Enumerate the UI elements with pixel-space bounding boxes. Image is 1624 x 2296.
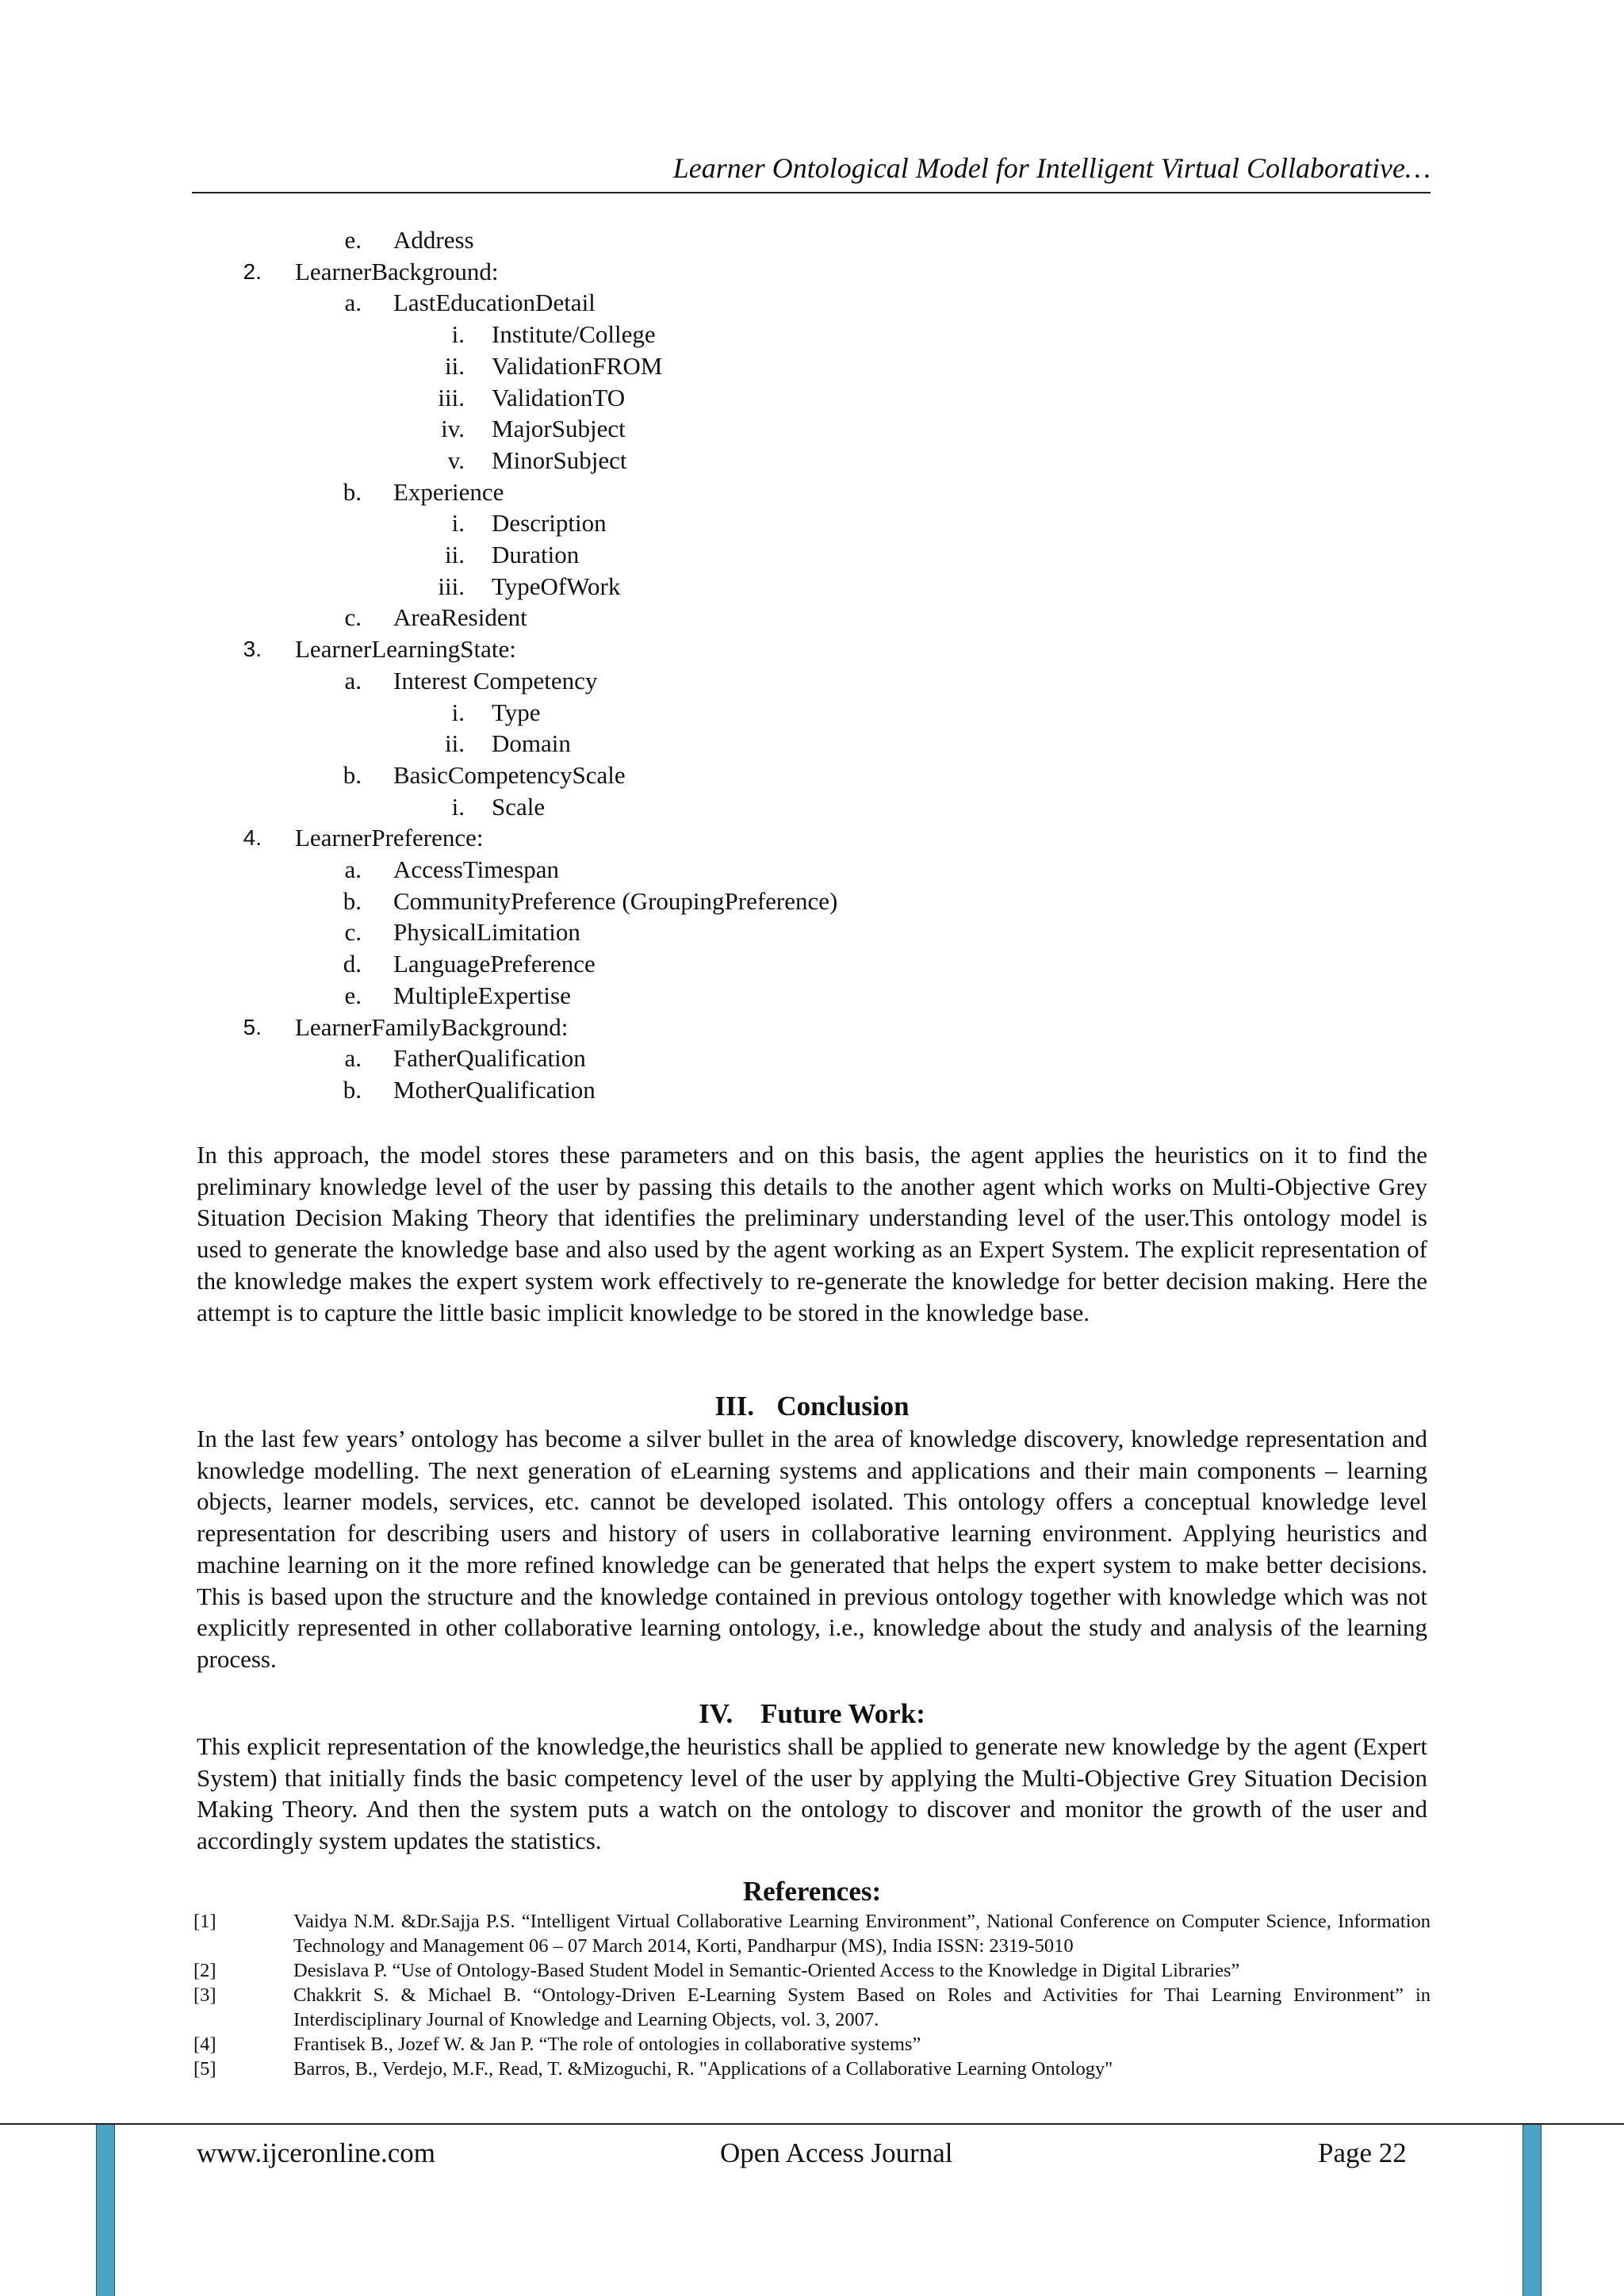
outline-text: Domain [492,729,571,758]
conclusion-title: Conclusion [776,1391,910,1422]
reference-text: Chakkrit S. & Michael B. “Ontology-Driven E-Learning System Based on Roles and Activities for Thai Learning Environment” in Interdisciplinary Journal of Knowledge and Learning Objects, vol. 3, 2007. [293,1984,1431,2030]
outline-marker: 2. [243,258,262,284]
outline-item-level-2 [0,476,1624,508]
outline-text: Experience [393,477,504,506]
future-work-number: IV. [699,1698,733,1729]
outline-item-level-1 [0,633,1624,665]
references-title: References: [742,1876,882,1907]
outline-item-level-2 [0,916,1624,948]
outline-item-level-2 [0,1043,1624,1074]
reference-item [193,1909,1431,1958]
conclusion-heading [197,1390,1427,1423]
outline-marker: e. [344,226,362,254]
outline-item-level-1 [0,822,1624,854]
outline-text: MotherQualification [393,1075,596,1104]
running-header [192,151,1431,193]
outline-item-level-3 [0,382,1624,414]
running-title: Learner Ontological Model for Intelligent Virtual Collaborative… [672,152,1431,184]
outline-text: Institute/College [492,320,656,349]
outline-item-level-3 [0,445,1624,476]
outline-marker: i. [451,792,465,821]
outline-text: BasicCompetencyScale [393,760,626,789]
outline-item-level-1 [0,256,1624,288]
future-work-body: This explicit representation of the knowledge,the heuristics shall be applied to generate new knowledge by the agent (Expert System) that initially finds the basic competency level of the user by applying the Multi-Objective Grey Situation Decision Making Theory. And then the system puts a watch on the ontology to discover and monitor the growth of the user and accordingly system updates the statistics. [197,1732,1427,1855]
outline-marker: v. [447,446,465,474]
outline-item-level-3 [0,350,1624,382]
outline-marker: ii. [445,729,465,758]
outline-item-level-2 [0,287,1624,319]
reference-number: [2] [193,1960,216,1981]
outline-marker: iv. [441,415,465,443]
reference-text: Barros, B., Verdejo, M.F., Read, T. &Mizoguchi, R. "Applications of a Collaborative Learning Ontology" [293,2058,1113,2080]
outline-item-level-3 [0,728,1624,760]
reference-text: Desislava P. “Use of Ontology-Based Student Model in Semantic-Oriented Access to the Knowledge in Digital Libraries” [293,1960,1240,1981]
outline-marker: i. [451,509,465,538]
outline-text: ValidationTO [492,383,626,411]
approach-paragraph: In this approach, the model stores these parameters and on this basis, the agent applies the heuristics on it to find the preliminary knowledge level of the user by passing this details to the another agent which works on Multi-Objective Grey Situation Decision Making Theory that identifies the preliminary understanding level of the user.This ontology model is used to generate the knowledge base and also used by the agent working as an Expert System. The explicit representation of the knowledge makes the expert system work effectively to re-generate the knowledge for better decision making. Here the attempt is to capture the little basic implicit knowledge to be stored in the knowledge base. [197,1141,1427,1326]
outline-marker: 5. [243,1014,262,1039]
reference-number: [3] [193,1984,216,2006]
footer-right-bar [1522,2125,1542,2296]
outline-text: Address [393,226,474,254]
footer-website: www.ijceronline.com [197,2137,435,2168]
outline-text: TypeOfWork [492,572,621,600]
outline-item-level-3 [0,791,1624,823]
outline-text: Description [492,509,607,538]
outline-marker: iii. [438,383,465,411]
outline-marker: iii. [438,572,465,600]
outline-text: CommunityPreference (GroupingPreference) [393,886,838,915]
outline-item-level-2 [0,854,1624,886]
outline-text: AreaResident [393,603,527,632]
outline-item-level-2 [0,602,1624,633]
outline-marker: i. [451,698,465,726]
reference-text: Frantisek B., Jozef W. & Jan P. “The role of ontologies in collaborative systems” [293,2034,921,2055]
conclusion-body: In the last few years’ ontology has become a silver bullet in the area of knowledge discovery, knowledge representation and knowledge modelling. The next generation of eLearning systems and applications and their main components – learning objects, learner models, services, etc. cannot be developed isolated. This ontology offers a conceptual knowledge level representation for describing users and history of users in collaborative learning environment. Applying heuristics and machine learning on it the more refined knowledge can be generated that helps the expert system to make better decisions. This is based upon the structure and the knowledge contained in previous ontology together with knowledge which was not explicitly represented in other collaborative learning ontology, i.e., knowledge about the study and analysis of the learning process. [197,1425,1427,1673]
footer-journal: Open Access Journal [720,2137,953,2168]
outline-text: Interest Competency [393,666,598,695]
outline-marker: b. [343,1075,362,1104]
footer-left-bar [96,2125,115,2296]
outline-marker: c. [344,918,362,947]
outline-item-level-2 [0,224,1624,256]
outline-marker: ii. [445,351,465,380]
outline-marker: b. [343,477,362,506]
outline-text: LearnerFamilyBackground: [295,1012,569,1041]
future-work-title: Future Work: [760,1698,925,1729]
future-work-heading [197,1697,1427,1731]
outline-text: PhysicalLimitation [393,918,580,947]
outline-item-level-3 [0,539,1624,571]
reference-number: [4] [193,2034,216,2055]
outline-marker: a. [344,666,362,695]
outline-text: LanguagePreference [393,950,596,978]
outline-text: MultipleExpertise [393,981,571,1009]
outline-text: Type [492,698,541,726]
outline-marker: a. [344,855,362,883]
outline-text: ValidationFROM [492,351,663,380]
outline-text: LearnerPreference: [295,824,484,852]
outline-item-level-2 [0,665,1624,697]
reference-number: [1] [193,1911,216,1932]
outline-marker: d. [343,950,362,978]
outline-item-level-3 [0,413,1624,445]
outline-item-level-3 [0,319,1624,350]
outline-text: LearnerLearningState: [295,635,516,664]
reference-item [193,2032,1431,2057]
outline-text: Duration [492,541,580,568]
references-list [193,1909,1431,2081]
outline-marker: i. [451,320,465,349]
outline-marker: e. [344,981,362,1009]
outline-item-level-2 [0,980,1624,1012]
outline-item-level-3 [0,571,1624,603]
outline-item-level-2 [0,948,1624,980]
outline-item-level-3 [0,697,1624,729]
outline-text: LearnerBackground: [295,257,499,285]
outline-item-level-2 [0,886,1624,917]
footer-page-number: Page 22 [1318,2137,1407,2168]
outline-text: AccessTimespan [393,855,559,883]
outline-item-level-3 [0,507,1624,539]
outline-item-level-2 [0,1074,1624,1106]
outline-item-level-2 [0,760,1624,791]
conclusion-number: III. [714,1391,754,1422]
footer-rule [0,2123,1624,2125]
outline-marker: b. [343,886,362,915]
outline-marker: a. [344,289,362,317]
outline-text: MinorSubject [492,446,627,474]
references-heading [197,1875,1427,1908]
outline-item-level-1 [0,1012,1624,1043]
outline-text: Scale [492,792,546,821]
reference-text: Vaidya N.M. &Dr.Sajja P.S. “Intelligent Virtual Collaborative Learning Environment”, National Conference on Computer Science, Information Technology and Management 06 – 07 March 2014, Korti, Pandharpur (MS), India ISSN: 2319-5010 [293,1911,1431,1957]
outline-marker: c. [344,603,362,632]
outline-marker: 3. [243,637,262,662]
outline-marker: b. [343,760,362,789]
outline-marker: 4. [243,825,262,851]
reference-item [193,1983,1431,2032]
outline-text: LastEducationDetail [393,289,596,317]
outline-marker: a. [344,1044,362,1073]
reference-item [193,2057,1431,2081]
outline-marker: ii. [445,541,465,568]
reference-item [193,1958,1431,1983]
outline-text: FatherQualification [393,1044,586,1073]
reference-number: [5] [193,2058,216,2080]
outline-text: MajorSubject [492,415,626,443]
